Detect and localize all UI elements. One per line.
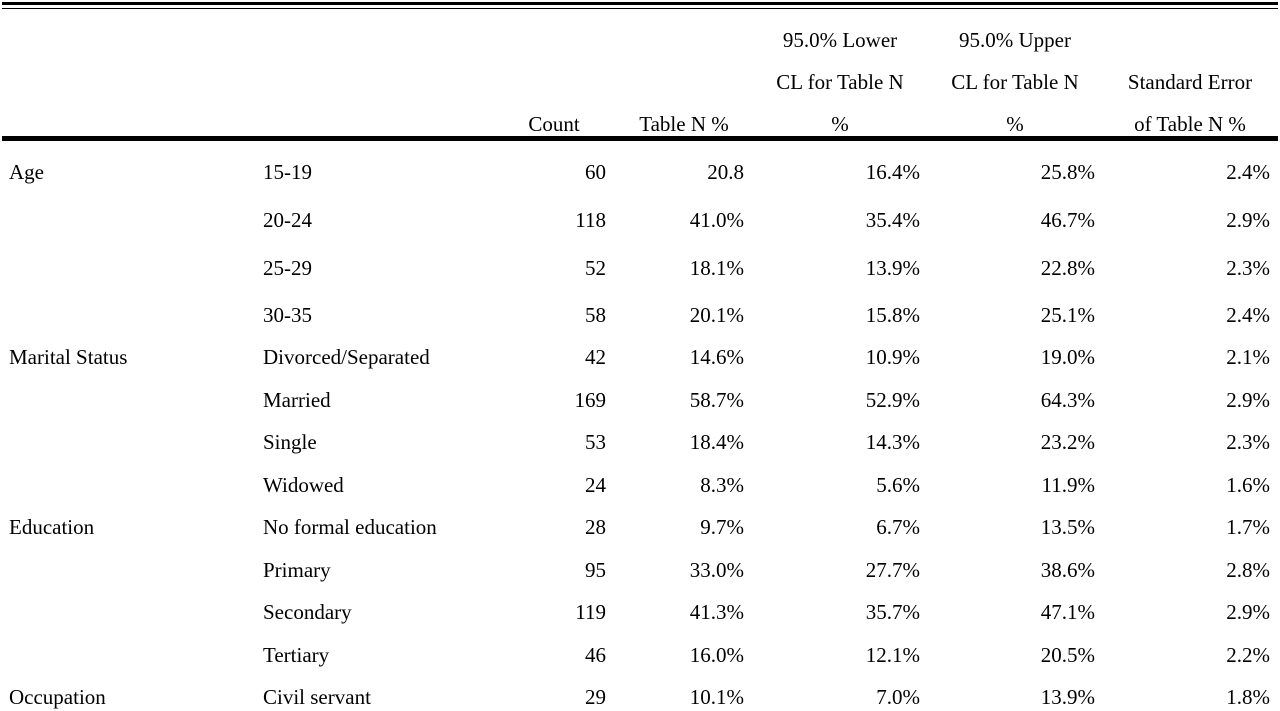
count-cell: 28 (585, 515, 606, 539)
category-cell: Tertiary (263, 643, 330, 667)
header-std-error (1110, 61, 1270, 145)
table-n-pct-cell: 9.7% (700, 515, 744, 539)
table-n-pct-cell: 41.3% (689, 600, 744, 624)
lower-cl-cell: 13.9% (865, 256, 920, 280)
count-cell: 24 (585, 473, 606, 497)
category-cell: 20-24 (263, 208, 312, 232)
upper-cl-cell: 19.0% (1040, 345, 1095, 369)
header-lower-cl-line2: CL for Table N (776, 70, 904, 94)
std-error-cell: 2.9% (1226, 388, 1270, 412)
header-lower-cl (760, 19, 920, 145)
count-cell: 52 (585, 256, 606, 280)
header-lower-cl-line3: % (831, 112, 849, 136)
category-cell: Secondary (263, 600, 352, 624)
upper-cl-cell: 47.1% (1040, 600, 1095, 624)
table-top-rule-thin (2, 8, 1278, 9)
std-error-cell: 2.9% (1226, 600, 1270, 624)
std-error-cell: 1.6% (1226, 473, 1270, 497)
upper-cl-cell: 46.7% (1040, 208, 1095, 232)
count-cell: 95 (585, 558, 606, 582)
group-label-age: Age (9, 160, 44, 184)
lower-cl-cell: 27.7% (865, 558, 920, 582)
category-cell: 15-19 (263, 160, 312, 184)
count-cell: 60 (585, 160, 606, 184)
std-error-cell: 1.7% (1226, 515, 1270, 539)
std-error-cell: 2.3% (1226, 430, 1270, 454)
count-cell: 119 (575, 600, 606, 624)
count-cell: 53 (585, 430, 606, 454)
std-error-cell: 2.2% (1226, 643, 1270, 667)
upper-cl-cell: 64.3% (1040, 388, 1095, 412)
table-n-pct-cell: 20.8 (707, 160, 744, 184)
upper-cl-cell: 13.5% (1040, 515, 1095, 539)
lower-cl-cell: 5.6% (876, 473, 920, 497)
table-n-pct-cell: 18.4% (689, 430, 744, 454)
table-n-pct-cell: 41.0% (689, 208, 744, 232)
category-cell: Divorced/Separated (263, 345, 430, 369)
header-std-error-line1: Standard Error (1127, 70, 1253, 94)
lower-cl-cell: 14.3% (865, 430, 920, 454)
header-upper-cl-line2: CL for Table N (951, 70, 1079, 94)
upper-cl-cell: 38.6% (1040, 558, 1095, 582)
header-rule (2, 136, 1278, 141)
lower-cl-cell: 35.7% (865, 600, 920, 624)
category-cell: Married (263, 388, 331, 412)
lower-cl-cell: 12.1% (865, 643, 920, 667)
header-upper-cl-line1: 95.0% Upper (959, 28, 1071, 52)
count-cell: 42 (585, 345, 606, 369)
table-n-pct-cell: 10.1% (689, 685, 744, 709)
header-count-label: Count (528, 112, 580, 136)
table-n-pct-cell: 14.6% (689, 345, 744, 369)
upper-cl-cell: 25.1% (1040, 303, 1095, 327)
upper-cl-cell: 11.9% (1041, 473, 1095, 497)
category-cell: Primary (263, 558, 331, 582)
table-n-pct-cell: 58.7% (689, 388, 744, 412)
lower-cl-cell: 35.4% (865, 208, 920, 232)
lower-cl-cell: 16.4% (865, 160, 920, 184)
category-cell: 25-29 (263, 256, 312, 280)
upper-cl-cell: 20.5% (1040, 643, 1095, 667)
category-cell: No formal education (263, 515, 437, 539)
category-cell: Single (263, 430, 317, 454)
count-cell: 46 (585, 643, 606, 667)
group-label-education: Education (9, 515, 95, 539)
lower-cl-cell: 52.9% (865, 388, 920, 412)
category-cell: 30-35 (263, 303, 312, 327)
upper-cl-cell: 25.8% (1040, 160, 1095, 184)
lower-cl-cell: 6.7% (876, 515, 920, 539)
group-label-marital-status: Marital Status (9, 345, 128, 369)
count-cell: 169 (574, 388, 606, 412)
std-error-cell: 1.8% (1226, 685, 1270, 709)
upper-cl-cell: 13.9% (1040, 685, 1095, 709)
lower-cl-cell: 10.9% (865, 345, 920, 369)
header-upper-cl (935, 19, 1095, 145)
table-top-rule (2, 2, 1278, 5)
count-cell: 58 (585, 303, 606, 327)
group-label-occupation: Occupation (9, 685, 106, 709)
std-error-cell: 2.3% (1226, 256, 1270, 280)
count-cell: 118 (575, 208, 606, 232)
std-error-cell: 2.1% (1226, 345, 1270, 369)
std-error-cell: 2.4% (1226, 303, 1270, 327)
table-n-pct-cell: 18.1% (689, 256, 744, 280)
table-n-pct-cell: 8.3% (700, 473, 744, 497)
lower-cl-cell: 7.0% (876, 685, 920, 709)
category-cell: Civil servant (263, 685, 371, 709)
header-std-error-line2: of Table N % (1134, 112, 1246, 136)
std-error-cell: 2.4% (1226, 160, 1270, 184)
table-n-pct-cell: 20.1% (689, 303, 744, 327)
upper-cl-cell: 22.8% (1040, 256, 1095, 280)
upper-cl-cell: 23.2% (1040, 430, 1095, 454)
std-error-cell: 2.8% (1226, 558, 1270, 582)
table-n-pct-cell: 33.0% (689, 558, 744, 582)
header-lower-cl-line1: 95.0% Lower (782, 28, 898, 52)
std-error-cell: 2.9% (1226, 208, 1270, 232)
table-n-pct-cell: 16.0% (689, 643, 744, 667)
category-cell: Widowed (263, 473, 344, 497)
header-upper-cl-line3: % (1006, 112, 1024, 136)
header-table-n-pct-label: Table N % (639, 112, 729, 136)
count-cell: 29 (585, 685, 606, 709)
lower-cl-cell: 15.8% (865, 303, 920, 327)
